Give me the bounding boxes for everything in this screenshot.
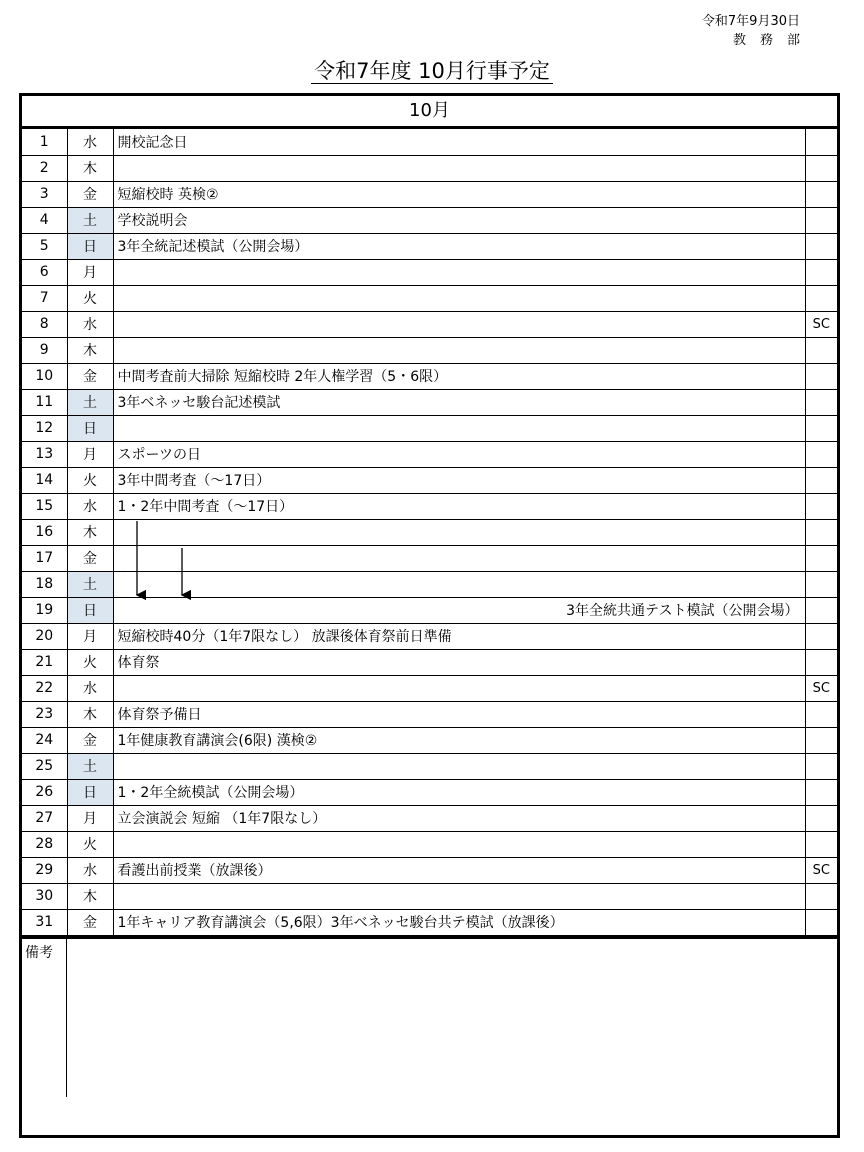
day-number: 25 (22, 753, 67, 779)
weekday: 金 (67, 363, 113, 389)
weekday: 土 (67, 753, 113, 779)
event-text: 3年中間考査（～17日） (113, 467, 805, 493)
day-number: 18 (22, 571, 67, 597)
day-row (22, 701, 837, 727)
note-cell (805, 285, 837, 311)
page-title (0, 56, 864, 86)
note-cell (805, 493, 837, 519)
note-cell (805, 805, 837, 831)
day-number: 10 (22, 363, 67, 389)
weekday: 金 (67, 727, 113, 753)
weekday: 火 (67, 285, 113, 311)
event-text: 学校説明会 (113, 207, 805, 233)
event-text: 体育祭 (113, 649, 805, 675)
note-cell (805, 155, 837, 181)
day-number: 16 (22, 519, 67, 545)
note-cell (805, 233, 837, 259)
event-text: 3年全統記述模試（公開会場） (113, 233, 805, 259)
event-text: 1・2年全統模試（公開会場） (113, 779, 805, 805)
note-cell (805, 259, 837, 285)
day-number: 9 (22, 337, 67, 363)
event-text: 短縮校時40分（1年7限なし） 放課後体育祭前日準備 (113, 623, 805, 649)
note-cell (805, 571, 837, 597)
weekday: 水 (67, 311, 113, 337)
department: 教務部 (732, 33, 814, 48)
day-number: 23 (22, 701, 67, 727)
day-row (22, 597, 837, 623)
event-text (113, 675, 805, 701)
weekday: 月 (67, 259, 113, 285)
weekday: 木 (67, 701, 113, 727)
event-text: 開校記念日 (113, 129, 805, 155)
day-row (22, 545, 837, 571)
weekday: 木 (67, 519, 113, 545)
day-number: 28 (22, 831, 67, 857)
day-number: 13 (22, 441, 67, 467)
day-row (22, 233, 837, 259)
note-cell (805, 389, 837, 415)
day-number: 21 (22, 649, 67, 675)
weekday: 月 (67, 441, 113, 467)
day-row (22, 831, 837, 857)
event-text: スポーツの日 (113, 441, 805, 467)
day-number: 29 (22, 857, 67, 883)
remarks-body (67, 939, 837, 1097)
event-text: 1・2年中間考査（～17日） (113, 493, 805, 519)
day-row (22, 753, 837, 779)
weekday: 月 (67, 805, 113, 831)
event-text: 1年キャリア教育講演会（5,6限）3年ベネッセ駿台共テ模試（放課後） (113, 909, 805, 935)
weekday: 火 (67, 831, 113, 857)
weekday: 金 (67, 545, 113, 571)
event-text: 3年ベネッセ駿台記述模試 (113, 389, 805, 415)
event-text: 1年健康教育講演会(6限) 漢検② (113, 727, 805, 753)
event-text (113, 285, 805, 311)
event-text: 立会演説会 短縮 （1年7限なし） (113, 805, 805, 831)
note-cell (805, 753, 837, 779)
month-header: 10月 (22, 96, 837, 129)
day-row (22, 207, 837, 233)
day-number: 11 (22, 389, 67, 415)
event-text (113, 831, 805, 857)
day-number: 17 (22, 545, 67, 571)
day-number: 8 (22, 311, 67, 337)
day-number: 5 (22, 233, 67, 259)
issue-date: 令和7年9月30日 (701, 14, 800, 29)
day-row (22, 181, 837, 207)
day-number: 30 (22, 883, 67, 909)
event-text (113, 571, 805, 597)
day-row (22, 675, 837, 701)
day-row (22, 857, 837, 883)
remarks-label: 備考 (22, 939, 67, 1097)
day-row (22, 909, 837, 935)
note-cell (805, 363, 837, 389)
day-row (22, 129, 837, 155)
weekday: 木 (67, 883, 113, 909)
day-number: 7 (22, 285, 67, 311)
weekday: 月 (67, 623, 113, 649)
weekday: 火 (67, 649, 113, 675)
weekday: 火 (67, 467, 113, 493)
weekday: 水 (67, 493, 113, 519)
event-text (113, 337, 805, 363)
event-text (113, 545, 805, 571)
weekday: 日 (67, 233, 113, 259)
note-cell (805, 467, 837, 493)
note-cell (805, 883, 837, 909)
note-cell: SC (805, 857, 837, 883)
weekday: 土 (67, 571, 113, 597)
day-row (22, 441, 837, 467)
day-number: 20 (22, 623, 67, 649)
day-row (22, 805, 837, 831)
weekday: 日 (67, 415, 113, 441)
day-number: 19 (22, 597, 67, 623)
day-number: 14 (22, 467, 67, 493)
day-row (22, 519, 837, 545)
note-cell: SC (805, 311, 837, 337)
note-cell (805, 701, 837, 727)
note-cell (805, 727, 837, 753)
weekday: 木 (67, 155, 113, 181)
weekday: 水 (67, 129, 113, 155)
day-row (22, 285, 837, 311)
day-number: 4 (22, 207, 67, 233)
note-cell (805, 129, 837, 155)
weekday: 土 (67, 207, 113, 233)
note-cell (805, 545, 837, 571)
note-cell (805, 441, 837, 467)
weekday: 日 (67, 597, 113, 623)
day-row (22, 649, 837, 675)
schedule-table-wrap (22, 129, 837, 936)
weekday: 金 (67, 909, 113, 935)
day-row (22, 467, 837, 493)
day-number: 31 (22, 909, 67, 935)
weekday: 水 (67, 675, 113, 701)
day-number: 1 (22, 129, 67, 155)
note-cell (805, 831, 837, 857)
event-text: 体育祭予備日 (113, 701, 805, 727)
day-number: 24 (22, 727, 67, 753)
event-text: 3年全統共通テスト模試（公開会場） (113, 597, 805, 623)
day-row (22, 389, 837, 415)
day-row (22, 571, 837, 597)
day-row (22, 779, 837, 805)
day-number: 2 (22, 155, 67, 181)
note-cell (805, 597, 837, 623)
note-cell (805, 909, 837, 935)
weekday: 水 (67, 857, 113, 883)
day-number: 22 (22, 675, 67, 701)
remarks-section (22, 936, 837, 1097)
event-text (113, 883, 805, 909)
day-number: 3 (22, 181, 67, 207)
header-meta (701, 12, 814, 50)
note-cell (805, 519, 837, 545)
event-text (113, 519, 805, 545)
day-row (22, 727, 837, 753)
day-number: 27 (22, 805, 67, 831)
event-text (113, 753, 805, 779)
note-cell (805, 207, 837, 233)
note-cell (805, 337, 837, 363)
event-text (113, 155, 805, 181)
event-text: 看護出前授業（放課後） (113, 857, 805, 883)
day-row (22, 311, 837, 337)
day-row (22, 259, 837, 285)
note-cell: SC (805, 675, 837, 701)
schedule-table (22, 129, 837, 936)
day-number: 26 (22, 779, 67, 805)
page-title-text: 令和7年度 10月行事予定 (311, 59, 553, 84)
day-number: 6 (22, 259, 67, 285)
day-row (22, 883, 837, 909)
note-cell (805, 623, 837, 649)
day-row (22, 415, 837, 441)
event-text (113, 259, 805, 285)
day-row (22, 363, 837, 389)
event-text (113, 311, 805, 337)
note-cell (805, 779, 837, 805)
day-number: 12 (22, 415, 67, 441)
weekday: 木 (67, 337, 113, 363)
weekday: 金 (67, 181, 113, 207)
weekday: 日 (67, 779, 113, 805)
event-text: 中間考査前大掃除 短縮校時 2年人権学習（5・6限） (113, 363, 805, 389)
day-row (22, 493, 837, 519)
note-cell (805, 649, 837, 675)
day-row (22, 337, 837, 363)
event-text: 短縮校時 英検② (113, 181, 805, 207)
schedule-frame (19, 93, 840, 1138)
day-number: 15 (22, 493, 67, 519)
event-text (113, 415, 805, 441)
day-row (22, 155, 837, 181)
note-cell (805, 415, 837, 441)
day-row (22, 623, 837, 649)
weekday: 土 (67, 389, 113, 415)
note-cell (805, 181, 837, 207)
